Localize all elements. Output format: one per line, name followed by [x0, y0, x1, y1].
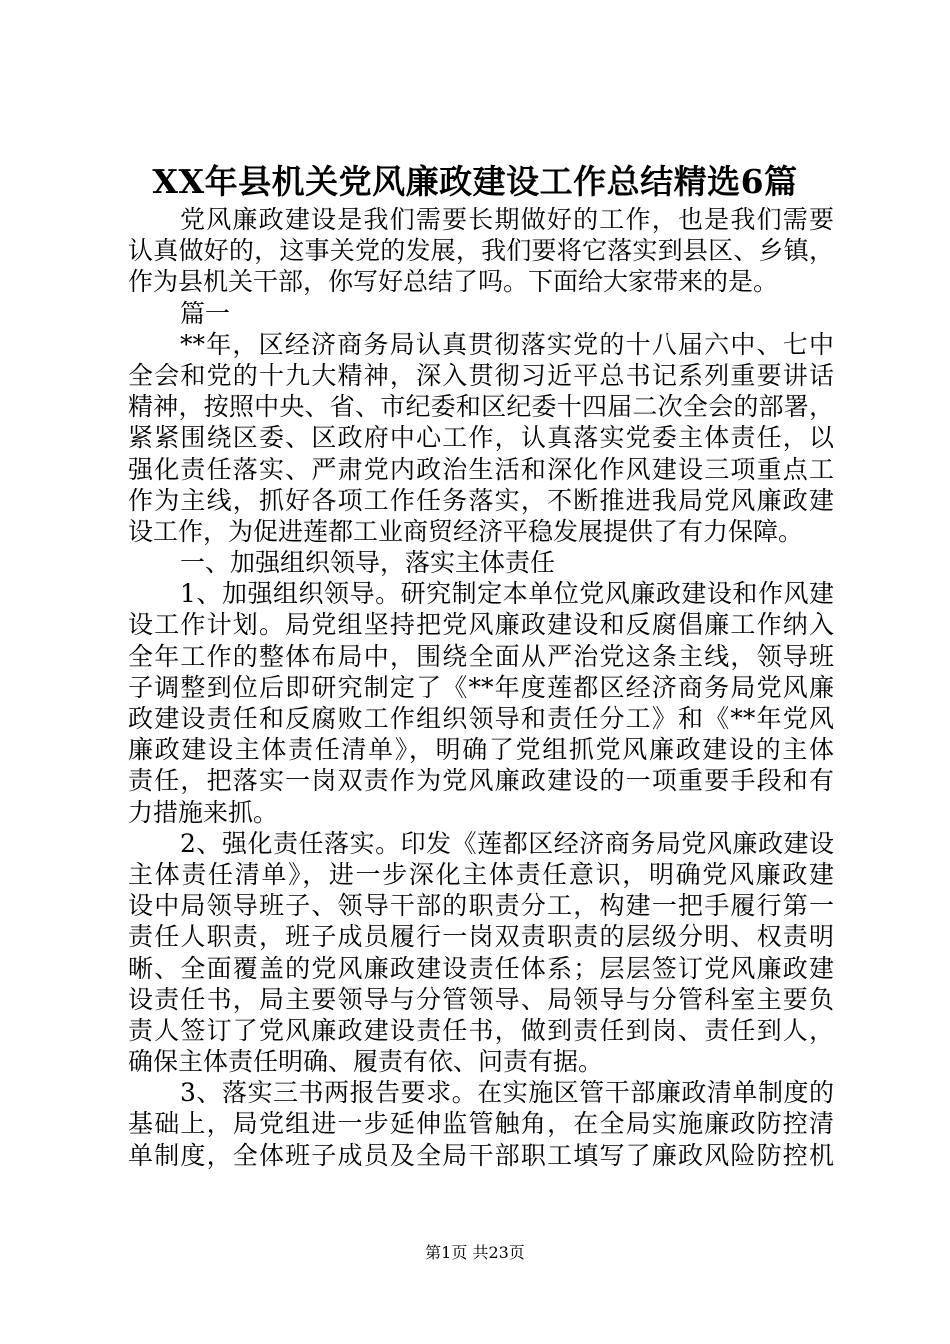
text-line: 设中局领导班子、领导干部的职责分工，构建一把手履行第一 [128, 891, 834, 921]
text-line: 确保主体责任明确、履责有依、问责有据。 [128, 1047, 604, 1077]
text-line: 一、加强组织领导，落实主体责任 [180, 548, 556, 578]
text-line: 基础上，局党组进一步延伸监管触角，在全局实施廉政防控清 [128, 1109, 834, 1139]
text-line: 晰、全面覆盖的党风廉政建设责任体系；层层签订党风廉政建 [128, 953, 834, 983]
text-line: 篇一 [180, 298, 231, 328]
text-line: 作为主线，抓好各项工作任务落实，不断推进我局党风廉政建 [128, 485, 834, 515]
text-line: 子调整到位后即研究制定了《**年度莲都区经济商务局党风廉 [128, 672, 834, 702]
text-line: 设责任书，局主要领导与分管领导、局领导与分管科室主要负 [128, 984, 834, 1014]
text-line: 设工作，为促进莲都工业商贸经济平稳发展提供了有力保障。 [128, 516, 804, 546]
text-line: 党风廉政建设是我们需要长期做好的工作，也是我们需要 [180, 205, 834, 234]
text-line: 责任，把落实一岗双责作为党风廉政建设的一项重要手段和有 [128, 766, 834, 796]
text-line: 强化责任落实、严肃党内政治生活和深化作风建设三项重点工 [128, 454, 834, 484]
page-footer: 第1页 共23页 [425, 1243, 525, 1262]
text-line: 全年工作的整体布局中，围绕全面从严治党这条主线，领导班 [128, 641, 834, 671]
text-line: 紧紧围绕区委、区政府中心工作，认真落实党委主体责任，以 [128, 423, 834, 453]
text-line: 认真做好的，这事关党的发展，我们要将它落实到县区、乡镇， [128, 236, 834, 266]
text-line: 单制度，全体班子成员及全局干部职工填写了廉政风险防控机 [128, 1140, 834, 1170]
document-title: XX年县机关党风廉政建设工作总结精选6篇 [152, 162, 798, 201]
text-line: 精神，按照中央、省、市纪委和区纪委十四届二次全会的部署， [128, 392, 834, 422]
text-line: 廉政建设主体责任清单》，明确了党组抓党风廉政建设的主体 [128, 735, 834, 765]
text-line: **年，区经济商务局认真贯彻落实党的十八届六中、七中 [180, 329, 834, 359]
text-line: 设工作计划。局党组坚持把党风廉政建设和反腐倡廉工作纳入 [128, 610, 834, 640]
document-body [128, 204, 834, 1171]
text-line: 主体责任清单》，进一步深化主体责任意识，明确党风廉政建 [128, 859, 834, 889]
text-line: 责任人职责，班子成员履行一岗双责职责的层级分明、权责明 [128, 922, 834, 952]
text-line: 1、加强组织领导。研究制定本单位党风廉政建设和作风建 [180, 579, 834, 609]
text-line: 力措施来抓。 [128, 797, 279, 827]
text-line: 政建设责任和反腐败工作组织领导和责任分工》和《**年党风 [128, 704, 834, 733]
text-line: 2、强化责任落实。印发《莲都区经济商务局党风廉政建设 [180, 828, 834, 858]
text-line: 全会和党的十九大精神，深入贯彻习近平总书记系列重要讲话 [128, 360, 834, 390]
text-line: 作为县机关干部，你写好总结了吗。下面给大家带来的是。 [128, 267, 779, 297]
text-line: 3、落实三书两报告要求。在实施区管干部廉政清单制度的 [180, 1078, 834, 1108]
text-line: 责人签订了党风廉政建设责任书，做到责任到岗、责任到人， [128, 1015, 834, 1045]
